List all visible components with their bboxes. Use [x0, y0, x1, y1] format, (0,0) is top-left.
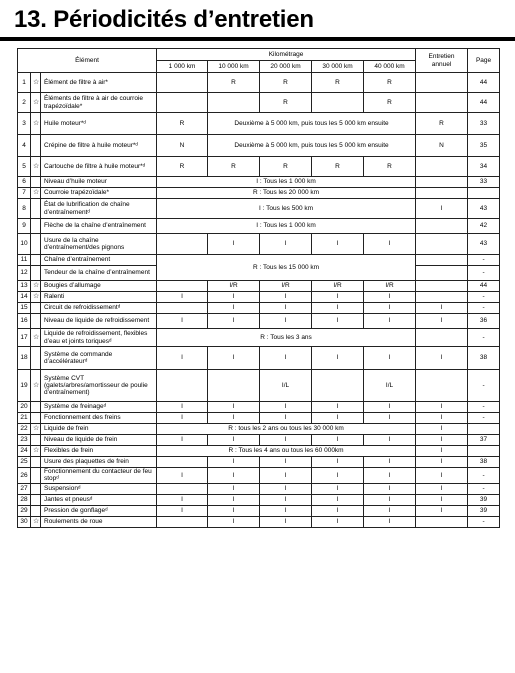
annual-cell — [416, 266, 468, 281]
star-icon — [31, 402, 41, 413]
page-cell: - — [468, 255, 500, 266]
row-number: 10 — [18, 234, 31, 255]
row-number: 24 — [18, 446, 31, 457]
row-number: 15 — [18, 303, 31, 314]
star-icon — [31, 314, 41, 329]
km-cell: I — [260, 314, 312, 329]
row-number: 29 — [18, 505, 31, 516]
star-icon — [31, 483, 41, 494]
km-cell: I — [208, 347, 260, 370]
km-cell: I — [208, 457, 260, 468]
km-cell: I — [312, 483, 364, 494]
row-element: Courroie trapézoïdale* — [41, 188, 157, 199]
km-cell: I — [260, 483, 312, 494]
km-cell: I — [157, 292, 208, 303]
page-cell — [468, 446, 500, 457]
row-element: Fonctionnement des freins — [41, 413, 157, 424]
row-element: Flexibles de frein — [41, 446, 157, 457]
annual-cell: I — [416, 505, 468, 516]
km-cell: I — [312, 347, 364, 370]
star-icon: ☆ — [31, 516, 41, 527]
header-km-col: 20 000 km — [260, 61, 312, 73]
header-km: Kilométrage — [157, 49, 416, 61]
km-cell: I — [260, 303, 312, 314]
km-cell: R — [260, 157, 312, 177]
km-cell: R — [157, 157, 208, 177]
annual-cell — [416, 219, 468, 234]
km-cell: I — [208, 402, 260, 413]
km-cell — [157, 457, 208, 468]
annual-cell — [416, 329, 468, 347]
page-cell: - — [468, 303, 500, 314]
row-number: 28 — [18, 494, 31, 505]
annual-cell — [416, 516, 468, 527]
km-cell: I — [208, 435, 260, 446]
km-cell: I — [364, 292, 416, 303]
km-cell: I — [157, 435, 208, 446]
table-row — [18, 199, 500, 219]
row-element: Usure de la chaîne d’entraînement/des pignons — [41, 234, 157, 255]
table-row — [18, 402, 500, 413]
star-icon: ☆ — [31, 424, 41, 435]
km-cell: R — [312, 157, 364, 177]
page-cell: - — [468, 413, 500, 424]
annual-cell: I — [416, 303, 468, 314]
row-element: État de lubrification de chaîne d’entraînementᵈ — [41, 199, 157, 219]
row-element: Cartouche de filtre à huile moteur*ᵈ — [41, 157, 157, 177]
km-cell: I — [260, 413, 312, 424]
annual-cell: I — [416, 468, 468, 484]
row-number: 22 — [18, 424, 31, 435]
km-cell: I — [208, 505, 260, 516]
km-cell: R — [208, 73, 260, 93]
row-element: Niveau d’huile moteur — [41, 177, 157, 188]
row-number: 1 — [18, 73, 31, 93]
km-cell: I — [364, 457, 416, 468]
km-cell — [157, 234, 208, 255]
page-cell: 33 — [468, 177, 500, 188]
page-cell: 44 — [468, 281, 500, 292]
annual-cell — [416, 370, 468, 402]
page-cell: 44 — [468, 93, 500, 113]
km-cell: I — [157, 468, 208, 484]
km-cell: R — [208, 157, 260, 177]
km-cell: I — [364, 413, 416, 424]
table-row — [18, 177, 500, 188]
km-cell: R — [364, 73, 416, 93]
row-number: 19 — [18, 370, 31, 402]
km-cell: I/R — [260, 281, 312, 292]
table-body — [18, 73, 500, 528]
annual-cell: I — [416, 413, 468, 424]
km-cell: I — [312, 516, 364, 527]
page-cell: 36 — [468, 314, 500, 329]
page-cell: - — [468, 516, 500, 527]
table-row — [18, 135, 500, 157]
annual-cell: I — [416, 402, 468, 413]
km-cell: I — [208, 494, 260, 505]
km-cell: I — [208, 468, 260, 484]
row-number: 2 — [18, 93, 31, 113]
row-number: 21 — [18, 413, 31, 424]
table-row — [18, 219, 500, 234]
km-cell: I — [364, 402, 416, 413]
km-cell — [157, 370, 208, 402]
table-row — [18, 413, 500, 424]
km-interval-text: R : Tous les 20 000 km — [157, 188, 416, 199]
km-cell: I — [364, 234, 416, 255]
table-row — [18, 505, 500, 516]
table-row — [18, 188, 500, 199]
km-interval-text: R : Tous les 3 ans — [157, 329, 416, 347]
star-icon: ☆ — [31, 93, 41, 113]
km-cell — [157, 93, 208, 113]
star-icon — [31, 219, 41, 234]
page-cell — [468, 188, 500, 199]
row-element: Élément de filtre à air* — [41, 73, 157, 93]
annual-cell — [416, 188, 468, 199]
row-number: 27 — [18, 483, 31, 494]
page-cell: 38 — [468, 347, 500, 370]
star-icon — [31, 303, 41, 314]
table-row — [18, 93, 500, 113]
star-icon: ☆ — [31, 188, 41, 199]
row-number: 12 — [18, 266, 31, 281]
row-element: Système de commande d’accélérateurᵈ — [41, 347, 157, 370]
km-cell: I — [157, 494, 208, 505]
table-row — [18, 483, 500, 494]
km-cell: I — [208, 314, 260, 329]
row-element: Crépine de filtre à huile moteur*ᵈ — [41, 135, 157, 157]
page-cell — [468, 424, 500, 435]
row-element: Jantes et pneusᵈ — [41, 494, 157, 505]
table-row — [18, 303, 500, 314]
km-cell: I — [208, 292, 260, 303]
km-interval-text: Deuxième à 5 000 km, puis tous les 5 000 km ensuite — [208, 113, 416, 135]
km-interval-text: R : Tous les 15 000 km — [157, 255, 416, 281]
km-cell: I — [157, 402, 208, 413]
title-rule — [0, 37, 515, 41]
row-number: 9 — [18, 219, 31, 234]
km-cell: I — [364, 435, 416, 446]
annual-cell: I — [416, 435, 468, 446]
km-cell — [208, 370, 260, 402]
annual-cell — [416, 157, 468, 177]
km-interval-text: I : Tous les 1 000 km — [157, 219, 416, 234]
row-element: Liquide de refroidissement, flexibles d’eau et joints toriquesᵈ — [41, 329, 157, 347]
header-km-col: 30 000 km — [312, 61, 364, 73]
annual-cell: I — [416, 347, 468, 370]
km-cell: I — [364, 483, 416, 494]
row-element: Usure des plaquettes de frein — [41, 457, 157, 468]
header-page: Page — [468, 49, 500, 73]
km-cell: I — [208, 303, 260, 314]
km-cell: I — [312, 234, 364, 255]
km-cell: I/R — [312, 281, 364, 292]
table-row — [18, 292, 500, 303]
km-cell: R — [364, 157, 416, 177]
row-number: 17 — [18, 329, 31, 347]
star-icon — [31, 199, 41, 219]
table-row — [18, 157, 500, 177]
row-number: 14 — [18, 292, 31, 303]
header-annual: Entretien annuel — [416, 49, 468, 73]
star-icon — [31, 347, 41, 370]
km-cell: I — [157, 314, 208, 329]
km-interval-text: Deuxième à 5 000 km, puis tous les 5 000 km ensuite — [208, 135, 416, 157]
star-icon: ☆ — [31, 73, 41, 93]
table-row — [18, 113, 500, 135]
annual-cell — [416, 255, 468, 266]
table-row — [18, 255, 500, 266]
table-row — [18, 281, 500, 292]
table-row — [18, 370, 500, 402]
row-number: 3 — [18, 113, 31, 135]
star-icon: ☆ — [31, 446, 41, 457]
row-element: Pression de gonflageᵈ — [41, 505, 157, 516]
km-cell: I — [260, 468, 312, 484]
row-number: 23 — [18, 435, 31, 446]
km-interval-text: I : Tous les 1 000 km — [157, 177, 416, 188]
km-cell: I — [260, 505, 312, 516]
annual-cell: I — [416, 483, 468, 494]
km-cell: I — [260, 435, 312, 446]
row-element: Niveau de liquide de refroidissement — [41, 314, 157, 329]
km-cell: R — [260, 93, 312, 113]
page-cell: 35 — [468, 135, 500, 157]
row-number: 30 — [18, 516, 31, 527]
km-interval-text: I : Tous les 500 km — [157, 199, 416, 219]
header-km-col: 10 000 km — [208, 61, 260, 73]
km-cell: I — [312, 413, 364, 424]
annual-cell: I — [416, 446, 468, 457]
row-number: 26 — [18, 468, 31, 484]
table-row — [18, 314, 500, 329]
row-element: Huile moteur*ᵈ — [41, 113, 157, 135]
row-number: 18 — [18, 347, 31, 370]
km-cell — [157, 516, 208, 527]
km-cell — [312, 93, 364, 113]
star-icon — [31, 505, 41, 516]
annual-cell — [416, 292, 468, 303]
km-cell: R — [157, 113, 208, 135]
km-cell: N — [157, 135, 208, 157]
km-cell: R — [260, 73, 312, 93]
km-cell: R — [364, 93, 416, 113]
row-element: Circuit de refroidissementᵈ — [41, 303, 157, 314]
star-icon: ☆ — [31, 157, 41, 177]
annual-cell — [416, 281, 468, 292]
annual-cell: I — [416, 199, 468, 219]
page-cell: - — [468, 402, 500, 413]
page-cell: - — [468, 266, 500, 281]
table-row — [18, 468, 500, 484]
km-cell — [157, 281, 208, 292]
table-row — [18, 424, 500, 435]
km-cell: I — [260, 457, 312, 468]
km-cell: I — [364, 468, 416, 484]
page-title: 13. Périodicités d’entretien — [14, 6, 314, 33]
star-icon — [31, 457, 41, 468]
annual-cell — [416, 73, 468, 93]
star-icon — [31, 255, 41, 266]
row-number: 20 — [18, 402, 31, 413]
km-cell — [312, 370, 364, 402]
page-cell: 38 — [468, 457, 500, 468]
km-cell: I — [208, 516, 260, 527]
star-icon — [31, 177, 41, 188]
km-cell: I — [364, 494, 416, 505]
km-interval-text: R : tous les 2 ans ou tous les 30 000 km — [157, 424, 416, 435]
km-cell: I — [260, 347, 312, 370]
page-cell: 44 — [468, 73, 500, 93]
row-element: Chaîne d’entraînement — [41, 255, 157, 266]
page-cell: - — [468, 370, 500, 402]
star-icon — [31, 234, 41, 255]
km-cell: I — [312, 292, 364, 303]
km-cell: I — [312, 468, 364, 484]
annual-cell: N — [416, 135, 468, 157]
page-cell: - — [468, 292, 500, 303]
star-icon — [31, 413, 41, 424]
page-cell: 39 — [468, 494, 500, 505]
table-row — [18, 494, 500, 505]
row-element: Ralenti — [41, 292, 157, 303]
row-number: 6 — [18, 177, 31, 188]
km-cell: I/L — [364, 370, 416, 402]
row-element: Éléments de filtre à air de courroie trapézoïdale* — [41, 93, 157, 113]
km-cell — [157, 483, 208, 494]
km-cell: I — [312, 505, 364, 516]
annual-cell: I — [416, 314, 468, 329]
row-number: 8 — [18, 199, 31, 219]
maintenance-schedule-table — [17, 48, 500, 528]
km-cell: I — [260, 494, 312, 505]
km-cell: I — [157, 505, 208, 516]
row-number: 16 — [18, 314, 31, 329]
row-element: Liquide de frein — [41, 424, 157, 435]
row-element: Tendeur de la chaîne d’entraînement — [41, 266, 157, 281]
header-element: Élément — [18, 49, 157, 73]
star-icon: ☆ — [31, 292, 41, 303]
row-number: 13 — [18, 281, 31, 292]
annual-cell — [416, 234, 468, 255]
page-cell: - — [468, 468, 500, 484]
annual-cell — [416, 93, 468, 113]
row-element: Système de freinageᵈ — [41, 402, 157, 413]
page-cell: 34 — [468, 157, 500, 177]
page-cell: 37 — [468, 435, 500, 446]
row-number: 7 — [18, 188, 31, 199]
km-cell: I — [157, 413, 208, 424]
km-cell: I — [364, 303, 416, 314]
row-number: 4 — [18, 135, 31, 157]
km-cell: I — [364, 314, 416, 329]
row-number: 11 — [18, 255, 31, 266]
km-cell: I — [312, 457, 364, 468]
km-cell — [157, 303, 208, 314]
star-icon — [31, 494, 41, 505]
page-cell: - — [468, 483, 500, 494]
star-icon: ☆ — [31, 281, 41, 292]
star-icon — [31, 135, 41, 157]
table-row — [18, 457, 500, 468]
table-row — [18, 516, 500, 527]
km-cell: I — [260, 234, 312, 255]
row-element: Bougies d’allumage — [41, 281, 157, 292]
table-row — [18, 435, 500, 446]
star-icon: ☆ — [31, 113, 41, 135]
page-cell: 42 — [468, 219, 500, 234]
km-cell: I — [260, 516, 312, 527]
page-cell: 43 — [468, 234, 500, 255]
km-cell: I — [364, 505, 416, 516]
km-cell: I — [157, 347, 208, 370]
km-cell: I — [364, 347, 416, 370]
table-row — [18, 234, 500, 255]
annual-cell: I — [416, 424, 468, 435]
row-element: Roulements de roue — [41, 516, 157, 527]
km-cell: I — [312, 494, 364, 505]
km-cell: I/R — [208, 281, 260, 292]
km-cell: I — [312, 303, 364, 314]
header-km-col: 1 000 km — [157, 61, 208, 73]
table-row — [18, 73, 500, 93]
annual-cell: I — [416, 457, 468, 468]
page-cell: 39 — [468, 505, 500, 516]
km-cell — [208, 93, 260, 113]
km-cell: I — [312, 435, 364, 446]
star-icon: ☆ — [31, 370, 41, 402]
km-cell: I — [364, 516, 416, 527]
star-icon — [31, 435, 41, 446]
km-interval-text: R : Tous les 4 ans ou tous les 60 000km — [157, 446, 416, 457]
km-cell: I — [208, 413, 260, 424]
row-number: 25 — [18, 457, 31, 468]
annual-cell — [416, 177, 468, 188]
row-element: Système CVT (galets/arbres/amortisseur de poulie d’entraînement) — [41, 370, 157, 402]
page-cell: - — [468, 329, 500, 347]
row-element: Flèche de la chaîne d’entraînement — [41, 219, 157, 234]
star-icon — [31, 266, 41, 281]
km-cell: I — [312, 402, 364, 413]
km-cell: I — [208, 234, 260, 255]
star-icon: ☆ — [31, 329, 41, 347]
km-cell: I/L — [260, 370, 312, 402]
page-cell: 33 — [468, 113, 500, 135]
annual-cell: I — [416, 494, 468, 505]
row-element: Fonctionnement du contacteur de feu stopᵈ — [41, 468, 157, 484]
km-cell — [157, 73, 208, 93]
star-icon — [31, 468, 41, 484]
table-row — [18, 329, 500, 347]
km-cell: I/R — [364, 281, 416, 292]
row-number: 5 — [18, 157, 31, 177]
table-row — [18, 446, 500, 457]
km-cell: I — [312, 314, 364, 329]
km-cell: R — [312, 73, 364, 93]
page-cell: 43 — [468, 199, 500, 219]
km-cell: I — [208, 483, 260, 494]
row-element: Niveau de liquide de frein — [41, 435, 157, 446]
km-cell: I — [260, 292, 312, 303]
table-row — [18, 347, 500, 370]
annual-cell: R — [416, 113, 468, 135]
km-cell: I — [260, 402, 312, 413]
header-km-col: 40 000 km — [364, 61, 416, 73]
row-element: Suspensionᵈ — [41, 483, 157, 494]
